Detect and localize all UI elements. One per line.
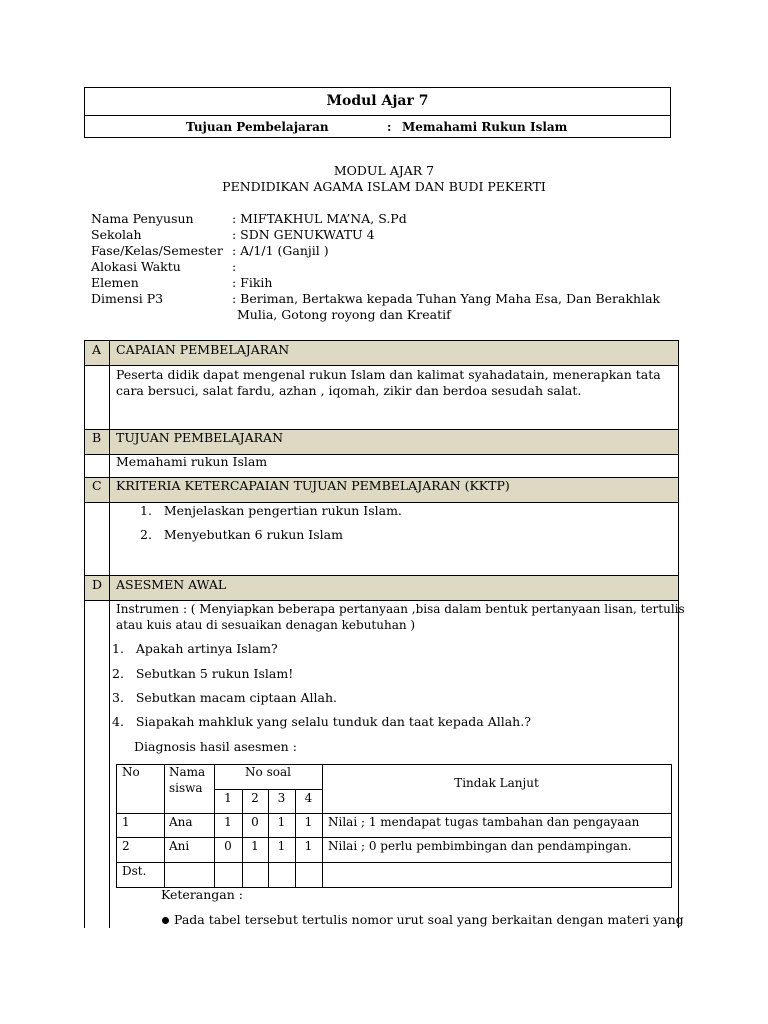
section-d-letter: D (92, 577, 103, 592)
section-d-question: 2. Sebutkan 5 rukun Islam! (112, 666, 294, 681)
section-a-body-line: cara bersuci, salat fardu, azhan , iqomah, zikir dan berdoa sesudah salat. (116, 383, 582, 398)
keterangan-bullet-text: Pada tabel tersebut tertulis nomor urut soal yang berkaitan dengan materi yang (174, 912, 684, 927)
identity-label: Elemen (91, 275, 139, 290)
row-score: 0 (251, 815, 259, 829)
row-score: 1 (251, 839, 259, 853)
goal-row (85, 116, 670, 139)
section-c-letter: C (92, 478, 102, 493)
row-divider (85, 365, 678, 366)
row-score: 1 (277, 815, 286, 829)
section-d-intro-line: Instrumen : ( Menyiapkan beberapa pertanyaan ,bisa dalam bentuk pertanyaan lisan, tertulis (116, 602, 685, 616)
row-score: 1 (277, 839, 286, 853)
section-a-body-line: Peserta didik dapat mengenal rukun Islam dan kalimat syahadatain, menerapkan tata (116, 367, 661, 382)
identity-value: : MIFTAKHUL MA’NA, S.Pd (232, 211, 407, 226)
goal-value: Memahami Rukun Islam (402, 120, 568, 134)
identity-label: Fase/Kelas/Semester (91, 243, 223, 258)
soal-number: 3 (277, 791, 286, 805)
doc-title-line1: MODUL AJAR 7 (333, 163, 435, 178)
header-nama: siswa (169, 781, 203, 795)
identity-value: : A/1/1 (Ganjil ) (232, 243, 329, 258)
row-score: 1 (304, 839, 313, 853)
section-b-title: TUJUAN PEMBELAJARAN (116, 430, 284, 445)
row-no: Dst. (122, 864, 147, 878)
header-nama: Nama (169, 765, 206, 779)
row-no: 1 (122, 815, 130, 829)
col-divider (164, 765, 165, 887)
identity-value: : (232, 259, 237, 274)
section-c-title: KRITERIA KETERCAPAIAN TUJUAN PEMBELAJARAN (KKTP) (116, 478, 510, 493)
section-a-letter: A (92, 342, 102, 357)
header-box (84, 87, 671, 138)
identity-label: Sekolah (91, 227, 142, 242)
header-no-soal: No soal (245, 765, 291, 779)
section-a-title: CAPAIAN PEMBELAJARAN (116, 342, 290, 357)
header-tindak-lanjut: Tindak Lanjut (454, 776, 539, 790)
identity-label: Alokasi Waktu (91, 259, 181, 274)
section-b-body: Memahami rukun Islam (116, 454, 268, 469)
module-title: Modul Ajar 7 (85, 88, 670, 116)
goal-separator: : (387, 120, 392, 134)
row-divider (85, 575, 678, 576)
section-c-item: 1. Menjelaskan pengertian rukun Islam. (140, 503, 402, 518)
row-score: 1 (304, 815, 313, 829)
identity-value: : Beriman, Bertakwa kepada Tuhan Yang Maha Esa, Dan Berakhlak (232, 291, 661, 306)
soal-number: 2 (251, 791, 259, 805)
keterangan-bullet (162, 912, 684, 928)
identity-value: : SDN GENUKWATU 4 (232, 227, 375, 242)
section-d-question: 1. Apakah artinya Islam? (112, 641, 278, 656)
section-d-intro-line: atau kuis atau di sesuaikan denagan kebutuhan ) (116, 618, 416, 632)
row-nama: Ana (169, 815, 193, 829)
bullet-icon (162, 917, 169, 924)
row-divider (214, 789, 322, 790)
identity-value: : Fikih (232, 275, 273, 290)
row-score: 0 (224, 839, 232, 853)
row-divider (117, 862, 671, 863)
identity-value-continued: Mulia, Gotong royong dan Kreatif (237, 307, 451, 322)
row-nama: Ani (169, 839, 190, 853)
section-c-item: 2. Menyebutkan 6 rukun Islam (140, 527, 343, 542)
goal-label: Tujuan Pembelajaran (186, 120, 329, 134)
row-divider (117, 813, 671, 814)
identity-label: Dimensi P3 (91, 291, 164, 306)
section-d-title: ASESMEN AWAL (116, 577, 227, 592)
row-score: 1 (224, 815, 232, 829)
soal-number: 4 (304, 791, 313, 805)
section-d-question: 3. Sebutkan macam ciptaan Allah. (112, 690, 337, 705)
row-no: 2 (122, 839, 130, 853)
section-b-letter: B (92, 430, 102, 445)
row-divider (117, 837, 671, 838)
diagnosis-table (116, 764, 672, 888)
identity-label: Nama Penyusun (91, 211, 194, 226)
soal-number: 1 (224, 791, 232, 805)
row-tindak: Nilai ; 1 mendapat tugas tambahan dan pengayaan (328, 815, 640, 829)
row-tindak: Nilai ; 0 perlu pembimbingan dan pendampingan. (328, 839, 632, 853)
section-d-question: 4. Siapakah mahkluk yang selalu tunduk dan taat kepada Allah.? (112, 714, 531, 729)
keterangan-label: Keterangan : (161, 887, 243, 902)
doc-title-line2: PENDIDIKAN AGAMA ISLAM DAN BUDI PEKERTI (222, 179, 546, 194)
diagnosis-label: Diagnosis hasil asesmen : (134, 739, 297, 754)
header-no: No (122, 765, 140, 779)
